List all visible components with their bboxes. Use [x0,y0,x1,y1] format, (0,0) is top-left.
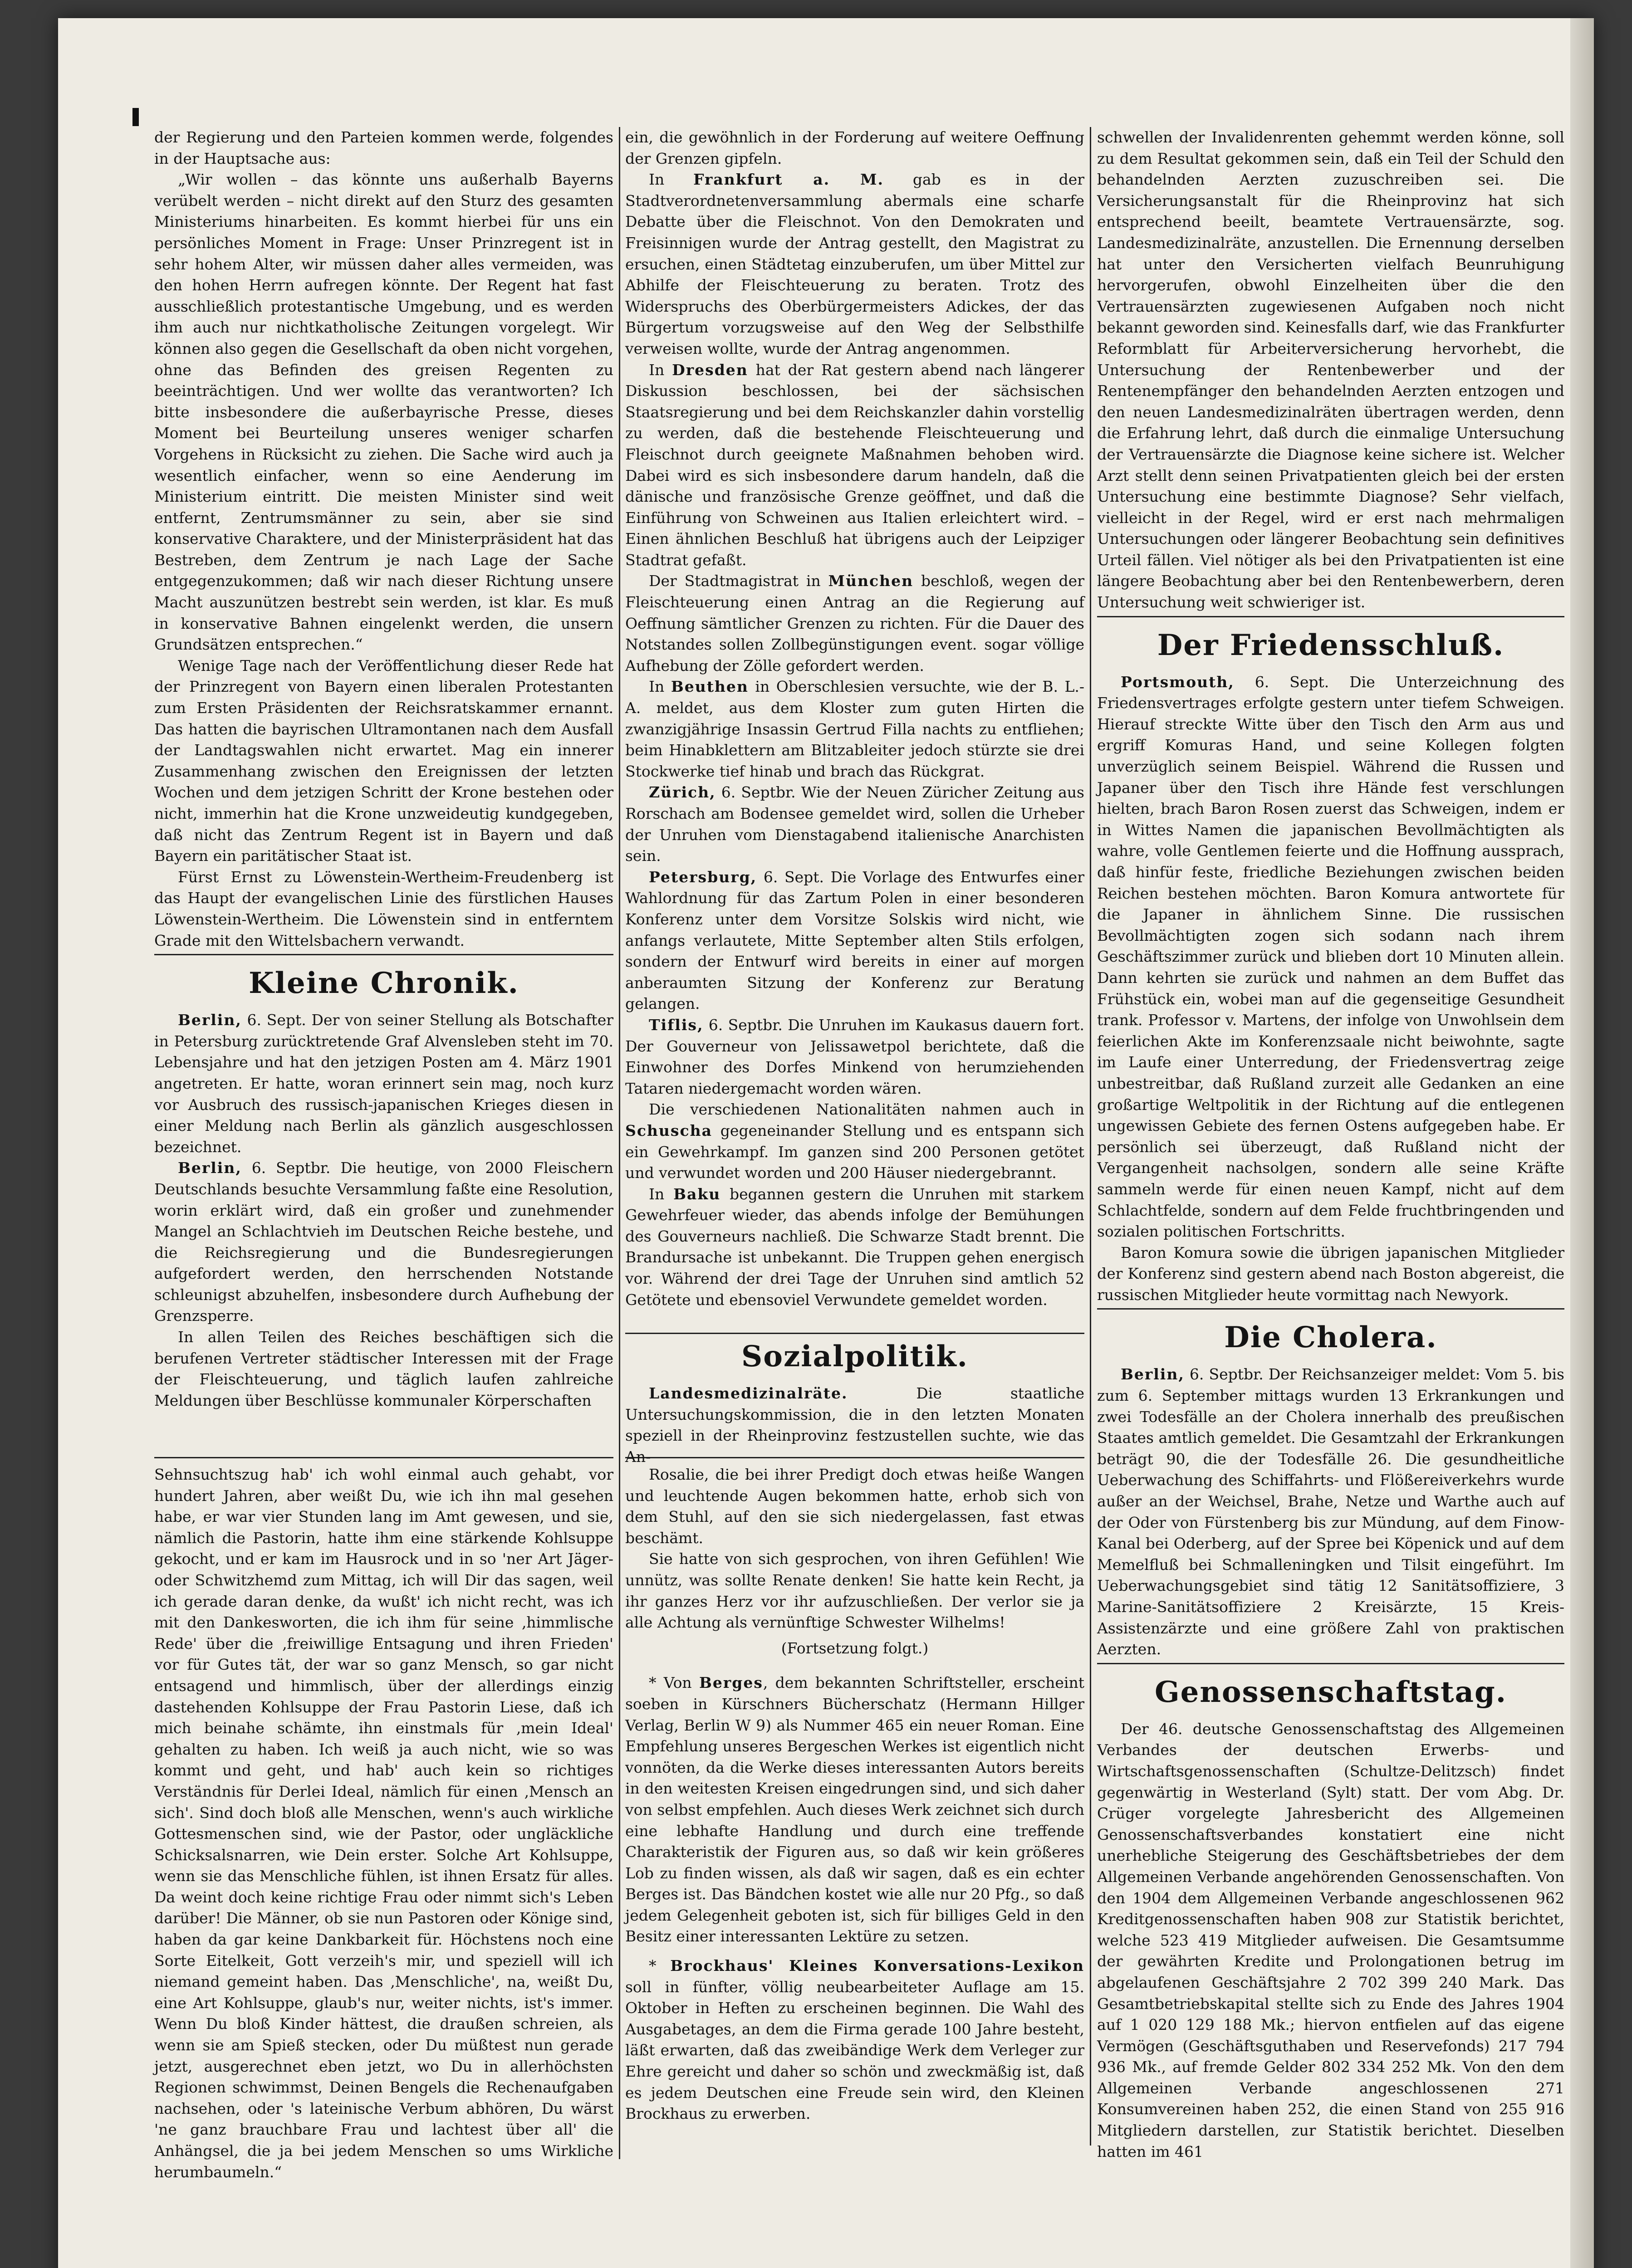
news-item [625,360,1084,571]
spacer [625,1947,1084,1955]
book-notice [625,1672,1084,1947]
corner-mark [132,108,139,126]
news-item [625,169,1084,359]
dateline-place: Portsmouth, [1121,673,1235,691]
section-title-cholera: Die Cholera. [1224,1320,1437,1355]
news-text: In [649,171,694,189]
book-notice [625,1955,1084,2125]
section-divider [1097,1663,1564,1664]
dateline-place: Petersburg, [649,868,757,886]
section-divider [1097,1308,1564,1310]
news-item [625,1383,1084,1467]
news-text: gab es in der Stadtverordnetenversammlung abermals eine scharfe Debatte über die Fleischnot. Von den Demokraten und Freisinnigen wurde der Antrag gestellt, den Magistrat zu ersuchen, einen Städtetag einzuberufen, um über Mittel zur Abhilfe der Fleischteuerung zu beraten. Trotz des Widerspruchs des Oberbürgermeisters Adickes, der das Bürgertum vorzugsweise auf den Weg der Selbsthilfe verweisen wollte, wurde der Antrag angenommen. [625,171,1085,357]
column-rule-2 [1090,127,1091,2146]
news-item [625,676,1084,782]
dateline-place: Berlin, [1121,1365,1185,1383]
place-name: Schuscha [625,1121,712,1139]
news-item [625,571,1084,676]
place-name: Dresden [672,361,748,379]
column-rule-1 [619,127,620,2159]
news-text: begannen gestern die Unruhen mit starkem Gewehrfeuer wieder, das abends infolge der Bemühungen des Gouverneurs nachließ. Die Schwarze Stadt brennt. Die Brandursache ist unbekannt. Die Truppen gehen energisch vor. Während der drei Tage der Unruhen sind amtlich 52 Getötete und ebensoviel Verwundete gemeldet worden. [625,1185,1084,1309]
news-text: In [649,1185,674,1203]
news-item [625,867,1084,1015]
notice-text: * [649,1957,671,1975]
news-item [625,782,1084,866]
news-text: In [649,678,671,696]
dateline-place: Berlin, [178,1011,242,1029]
section-title-genossenschaftstag: Genossenschaftstag. [1154,1675,1507,1709]
paragraph: ein, die gewöhnlich in der Forderung auf weitere Oeffnung der Grenzen gipfeln. [625,128,1084,167]
feuilleton-rule-left [154,1457,613,1458]
news-text: Die verschiedenen Nationalitäten nahmen auch in [649,1100,1084,1119]
news-item [154,1327,613,1411]
news-item [1097,672,1564,1242]
section-title-sozialpolitik: Sozialpolitik. [741,1339,968,1374]
news-text: In allen Teilen des Reiches beschäftigen sich die berufenen Vertreter städtischer Interessen mit der Frage der Fleischteuerung, und täglich laufen zahlreiche Meldungen über Beschlüsse kommunaler Körperschaften [154,1328,613,1409]
paragraph: schwellen der Invalidenrenten gehemmt werden könne, soll zu dem Resultat gekommen sein, daß ein Teil der Schuld den behandelnden Aerzten zuzuschreiben sei. Die Versicherungsanstalt für die Rheinprovinz hat sich entsprechend beeilt, beamtete Vertrauensärzte, sog. Landesmedizinalräte, anzustellen. Die Ernennung derselben hat unter den Versicherten vielfach Beunruhigung hervorgerufen, obwohl Einzelheiten über die den Vertrauensärzten zugewiesenen Aufgaben noch nicht bekannt geworden sind. Keinesfalls darf, wie das Frankfurter Reformblatt für Arbeiterversicherung hervorhebt, die Untersuchung der Rentenbewerber und der Rentenempfänger den behandelnden Aerzten entzogen und den neuen Landesmedizinalräten übertragen werden, denn die Erfahrung lehrt, daß durch die einmalige Untersuchung der Vertrauensärzte die Diagnose keine sichere ist. Welcher Arzt stellt denn seinen Privatpatienten gleich bei der ersten Untersuchung eine bestimmte Diagnose? Sehr vielfach, vielleicht in der Regel, wird er erst nach mehrmaligen Untersuchungen oder längerer Beobachtung sein definitives Urteil fällen. Viel nötiger als bei den Privatpatienten ist eine längere Beobachtung aber bei den Rentenbewerbern, deren Untersuchung weit schwieriger ist. [1097,128,1564,611]
dateline-place: Zürich, [649,783,716,802]
news-item [1097,1364,1564,1660]
paragraph: „Wir wollen – das könnte uns außerhalb Bayerns verübelt werden – nicht direkt auf den Sturz des gesamten Ministeriums hinarbeiten. Es kommt hierbei für uns ein persönliches Moment in Frage: Unser Prinzregent ist in sehr hohem Alter, wir müssen daher alles vermeiden, was den hohen Herrn aufregen könnte. Der Regent hat fast ausschließlich protestantische Umgebung, und es werden ihm auch nur nichtkatholische Zeitungen vorgelegt. Wir können also gegen die Gesellschaft da oben nicht vorgehen, ohne das Befinden des greisen Regenten zu beeinträchtigen. Und wer wollte das verantworten? Ich bitte insbesondere die außerbayrische Presse, dieses Moment bei Beurteilung unseres weniger scharfen Vorgehens in Rücksicht zu ziehen. Die Sache wird auch ja wesentlich einfacher, wenn so eine Aenderung im Ministerium eintritt. Die meisten Minister sind weit entfernt, Zentrumsmänner zu sein, aber sie sind konservative Charaktere, und der Ministerpräsident hat das Bestreben, dem Zentrum je nach Lage der Sache entgegenzukommen; daß wir nach dieser Richtung unsere Macht auszunützen bestrebt sein werden, ist klar. Es muß in konservative Bahnen eingelenkt werden, die unsern Grundsätzen entsprechen.“ [154,171,613,654]
place-name: Baku [673,1185,721,1203]
notice-text: soll in fünfter, völlig neubearbeiteter Auflage am 15. Oktober in Heften zu erscheinen beginnen. Die Wahl des Ausgabetages, an dem die Firma gerade 100 Jahre besteht, läßt erwarten, daß das zweibändige Werk dem Verleger zur Ehre gereicht und daher so schön und zweckmäßig ist, daß es jedem Deutschen eine Freude sein wird, den Kleinen Brockhaus zu erwerben. [625,1978,1084,2123]
section-divider [154,954,613,955]
news-text: 6. Sept. Die Unterzeichnung des Friedensvertrages erfolgte gestern unter tiefem Schweigen. Hierauf streckte Witte über den Tisch den Arm aus und ergriff Komuras Hand, und seine Kollegen folgten unverzüglich seinem Beispiel. Während die Russen und Japaner über den Tisch ihre Hände fest verschlungen hielten, brach Baron Rosen zuerst das Schweigen, indem er in Wittes Namen die japanischen Bevollmächtigten als wahre, volle Gentlemen feierte und die Hoffnung aussprach, daß hinfür feste, friedliche Beziehungen zwischen beiden Reichen bestehen möchten. Baron Komura antwortete für die Japaner in ähnlichem Sinne. Die russischen Bevollmächtigten zogen sich sodann nach ihrem Geschäftszimmer zurück und blieben dort 10 Minuten allein. Dann kehrten sie zurück und nahmen an dem Buffet das Frühstück ein, wobei man auf die gegenseitige Gesundheit trank. Professor v. Martens, der infolge von Unwohlsein dem feierlichen Akte im Konferenzsaale nicht beiwohnte, sagte im Laufe einer Unterredung, der Friedensvertrag zeige unbestreitbar, daß Rußland zurzeit alle Gedanken an eine großartige Weltpolitik in der Richtung auf die entlegenen ungewissen Gebiete des fernen Ostens aufgegeben habe. Er persönlich sei überzeugt, daß Rußland nicht der Vergangenheit nachsolgen, sondern alle seine Kräfte sammeln werde für einen neuen Kampf, nicht auf dem Schlachtfelde, sondern auf dem Felde fruchtbringenden und sozialen politischen Fortschritts. [1097,673,1564,1241]
news-text: gegeneinander Stellung und es entspann sich ein Gewehrkampf. Im ganzen sind 200 Personen getötet und verwundet worden und 200 Häuser niedergebrannt. [625,1121,1084,1182]
feuilleton-middle [625,1464,1084,2167]
news-item [1097,1242,1564,1306]
feuilleton-paragraph: Rosalie, die bei ihrer Predigt doch etwas heiße Wangen und leuchtende Augen bekommen hatte, erhob sich von dem Stuhl, auf den sie sich niedergelassen, fast etwas beschämt. [625,1466,1084,1547]
dateline-place: Berlin, [178,1159,242,1177]
notice-text: * Von [649,1674,699,1692]
dateline-place: Tiflis, [649,1016,704,1034]
news-item [625,1015,1084,1099]
dateline-place: Landesmedizinalräte. [649,1384,848,1403]
notice-title: Brockhaus' Kleines Konversations-Lexikon [670,1957,1085,1975]
news-text: 6. Septbr. Wie der Neuen Züricher Zeitung aus Rorschach am Bodensee gemeldet wird, sollen die Urheber der Unruhen vom Dienstagabend italienische Anarchisten sein. [625,783,1084,865]
paragraph: Wenige Tage nach der Veröffentlichung dieser Rede hat der Prinzregent von Bayern einen liberalen Protestanten zum Ersten Präsidenten der Reichsratskammer ernannt. Das hatten die bayrischen Ultramontanen nach dem Ausfall der Landtagswahlen nicht erwartet. Mag ein innerer Zusammenhang zwischen den Ereignissen der letzten Wochen und dem jetzigen Schritt der Krone bestehen oder nicht, immerhin hat die Krone unzweideutig kundgegeben, daß nicht das Zentrum Regent ist in Bayern und daß Bayern ein paritätischer Staat ist. [154,656,613,865]
paragraph: der Regierung und den Parteien kommen werde, folgendes in der Hauptsache aus: [154,128,613,167]
paragraph: Fürst Ernst zu Löwenstein-Wertheim-Freudenberg ist das Haupt der evangelischen Linie des fürstlichen Hauses Löwenstein-Wertheim. Die Löwenstein sind in entferntem Grade mit den Wittelsbachern verwandt. [154,868,613,949]
column-right [1097,127,1564,2160]
place-name: Frankfurt a. M. [693,171,884,189]
news-text: hat der Rat gestern abend nach längerer Diskussion beschlossen, bei der sächsischen Staatsregierung und bei dem Reichskanzler dahin vorstellig zu werden, daß die bestehende Fleischteuerung und Fleischnot durch geeignete Maßnahmen behoben wird. Dabei wird es sich insbesondere darum handeln, daß die dänische und französische Grenze geöffnet, und daß die Einführung von Schweinen aus Italien erleichtert wird. – Einen ähnlichen Beschluß hat übrigens auch der Leipziger Stadtrat gefaßt. [625,361,1084,569]
news-item [625,1184,1084,1311]
news-item [625,1099,1084,1183]
page-binding-shadow [1570,18,1594,2268]
place-name: Beuthen [671,678,749,696]
news-item [154,1158,613,1327]
news-text: 6. Septbr. Die heutige, von 2000 Fleischern Deutschlands besuchte Versammlung faßte eine Resolution, worin erklärt wird, daß ein großer und zunehmender Mangel an Schlachtvieh im Deutschen Reiche bestehe, und die Reichsregierung und die Bundesregierungen aufgefordert werden, den herrschenden Notstande schleunigst abzuhelfen, insbesondere durch Aufhebung der Grenzsperre. [154,1159,613,1325]
news-item [154,1010,613,1158]
column-left [154,127,613,1447]
news-text: 6. Septbr. Der Reichsanzeiger meldet: Vom 5. bis zum 6. September mittags wurden 13 Erkrankungen und zwei Todesfälle an der Cholera innerhalb des preußischen Staates amtlich gemeldet. Die Gesamtzahl der Erkrankungen beträgt 90, die der Todesfälle 26. Die gesundheitliche Ueberwachung des Schiffahrts- und Flößereiverkehrs wurde außer an der Weichsel, Brahe, Netze und Warthe auch auf der Oder von Fürstenberg bis zur Mündung, auf dem Finow-Kanal bei Oderberg, auf der Spree bei Köpenick und auf dem Memelfluß bei Schmalleningken und Tilsit eingeführt. Im Ueberwachungsgebiet sind tätig 12 Sanitätsoffiziere, 3 Marine-Sanitätsoffiziere 2 Kreisärzte, 15 Kreis-Assistenzärzte und eine größere Zahl von praktischen Aerzten. [1097,1365,1564,1658]
section-title-kleine-chronik: Kleine Chronik. [249,966,519,1001]
news-text: Baron Komura sowie die übrigen japanischen Mitglieder der Konferenz sind gestern abend nach Boston abgereist, die russischen Mitglieder heute vormittag nach Newyork. [1097,1243,1564,1304]
feuilleton-paragraph: Sie hatte von sich gesprochen, von ihren Gefühlen! Wie unnütz, was sollte Renate denken! Sie hatte kein Recht, ja ihr ganzes Herz vor ihr aufzuschließen. Der verlor sie ja alle Achtung als vernünftige Schwester Wilhelms! [625,1550,1084,1632]
place-name: München [828,572,914,590]
news-text: Die staatliche Untersuchungskommission, die in den letzten Monaten speziell in der Rheinprovinz festzustellen suchte, wie das An- [625,1384,1084,1466]
notice-author: Berges [699,1674,763,1692]
news-text: 6. Sept. Der von seiner Stellung als Botschafter in Petersburg zurücktretende Graf Alvensleben steht im 70. Lebensjahre und hat den jetzigen Posten am 4. März 1901 angetreten. Er hatte, woran erinnert sein mag, noch kurz vor Ausbruch des russisch-japanischen Krieges diesen in einer Meldung nach Berlin als gänzlich ausgeschlossen bezeichnet. [154,1011,613,1156]
spacer [625,1310,1084,1329]
continuation-note: (Fortsetzung folgt.) [781,1639,929,1657]
paragraph: Der 46. deutsche Genossenschaftstag des Allgemeinen Verbandes der deutschen Erwerbs- und Wirtschaftsgenossenschaften (Schultze-Delitzsch) findet gegenwärtig in Westerland (Sylt) statt. Der vom Abg. Dr. Crüger vorgelegte Jahresbericht des Allgemeinen Genossenschaftsverbandes konstatiert eine nicht unerhebliche Steigerung des Geschäftsbetriebes der dem Allgemeinen Verbande angehörenden Genossenschaften. Von den 1904 dem Allgemeinen Verbande angeschlossenen 962 Kreditgenossenschaften haben 908 zur Statistik berichtet, welche 523 419 Mitglieder aufweisen. Die Gesamtsumme der gewährten Kredite und Prolongationen betrug im abgelaufenen Geschäftsjahre 2 702 399 240 Mark. Das Gesamtbetriebskapital stellte sich zu Ende des Jahres 1904 auf 1 020 129 188 Mk.; hiervon entfielen auf das eigene Vermögen (Geschäftsguthaben und Reservefonds) 217 794 936 Mk., auf fremde Gelder 802 334 252 Mk. Von den dem Allgemeinen Verbande angeschlossenen 271 Konsumvereinen haben 252, die einen Stand von 255 916 Mitgliedern darstellen, zur Statistik berichtet. Dieselben hatten im 461 [1097,1720,1564,2160]
news-text: 6. Sept. Die Vorlage des Entwurfes einer Wahlordnung für das Zartum Polen in einer besonderen Konferenz unter dem Vorsitze Solskis wird nicht, wie anfangs verlautete, Mitte September alten Stils erfolgen, sondern der Entwurf wird bereits in einer auf morgen anberaumten Sitzung der Konferenz zur Beratung gelangen. [625,868,1084,1013]
news-text: Der Stadtmagistrat in [649,572,828,590]
news-text: In [649,361,672,379]
news-text: 6. Septbr. Die Unruhen im Kaukasus dauern fort. Der Gouverneur von Jelissawetpol berichtete, daß die Einwohner des Dorfes Minkend von herumziehenden Tataren niedergemacht worden wären. [625,1016,1084,1097]
news-text: in Oberschlesien versuchte, wie der B. L.-A. meldet, aus dem Kloster zum guten Hirten die zwanzigjährige Insassin Gertrud Filla nachts zu entfliehen; beim Hinabklettern am Blitzableiter jedoch stürzte sie drei Stockwerke tief hinab und brach das Rückgrat. [625,678,1085,780]
section-divider [1097,616,1564,617]
feuilleton-paragraph: Sehnsuchtszug hab' ich wohl einmal auch gehabt, vor hundert Jahren, aber weißt Du, wie ich ihn mal gesehen habe, er war vier Stunden lang im Amt gewesen, und sie, nämlich die Pastorin, hatte ihm eine stärkende Kohlsuppe gekocht, und er kam im Hausrock und in so 'ner Art Jäger- oder Schwitzhemd zum Mittag, ich will Dir das sagen, weil ich gerade daran denke, da wußt' ich nicht recht, was ich mit den Dankesworten, die ich ihm für seine ‚himmlische Rede' über die ‚freiwillige Entsagung und ihren Frieden' vor für Gutes tät, der war so ganz Mensch, so gar nicht entsagend und himmlisch, über der allerdings einzig dastehenden Kohlsuppe der Frau Pastorin Liese, daß ich mich beinahe schämte, ihn einstmals für ‚mein Ideal' gehalten zu haben. Ich weiß ja auch nicht, wie so was kommt und geht, und hab' auch kein so richtiges Verständnis für Derlei Ideal, nämlich für einen ‚Mensch an sich'. Sind doch bloß alle Menschen, wenn's auch wirkliche Gottesmenschen sind, wie der Pastor, oder ungläckliche Schicksalsnarren, wie Dein erster. Solche Art Kohlsuppe, wenn sie das Menschliche fühlen, ist ihnen Ersatz für alles. Da weint doch keine richtige Frau oder nimmt sich's Leben darüber! Die Männer, ob sie nun Pastoren oder Könige sind, haben da gar keine Dankbarkeit für. Höchstens noch eine Sorte Eitelkeit, Gott verzeih's mir, und speziell will ich niemand gemeint haben. Das ‚Menschliche', na, weißt Du, eine Art Kohlsuppe, glaub's nur, weiter nichts, ist's immer. Wenn Du bloß Kinder hättest, die draußen schreien, als wenn sie am Spieß stecken, oder Du müßtest nun gerade jetzt, ausgerechnet eben jetzt, wo Du in allerhöchsten Regionen schwimmst, Deinen Bengels die Rechenaufgaben nachsehen, oder 's lateinische Verbum abhören, Du wärst 'ne ganz brauchbare Frau und lachtest über all' die Anhängsel, die ja bei jedem Menschen so ums Wirkliche herumbaumeln.“ [154,1466,613,2181]
notice-text: , dem bekannten Schriftsteller, erscheint soeben in Kürschners Bücherschatz (Hermann Hillger Verlag, Berlin W 9) als Nummer 465 ein neuer Roman. Eine Empfehlung unseres Bergeschen Werkes ist eigentlich nicht vonnöten, da die Werke dieses interessanten Autors bereits in den weitesten Kreisen eingedrungen sind, und sich daher von selbst empfehlen. Auch dieses Werk zeichnet sich durch eine lebhafte Handlung und durch eine treffende Charakteristik der Figuren aus, so daß wir kein größeres Lob zu finden wissen, als daß wir sagen, daß es ein echter Berges ist. Das Bändchen kostet wie alle nur 20 Pfg., so daß jedem Gelegenheit geboten ist, sich für billiges Geld in den Besitz einer interessanten Lektüre zu setzen. [625,1674,1085,1945]
feuilleton-left [154,1464,613,2181]
news-text: beschloß, wegen der Fleischteuerung einen Antrag an die Regierung auf Oeffnung sämtlicher Grenzen zu richten. Für die Dauer des Notstandes sollen Zollbegünstigungen event. sogar völlige Aufhebung der Zölle gefordert werden. [625,572,1084,675]
column-middle [625,127,1085,1466]
section-title-friedensschluss: Der Friedensschluß. [1157,628,1505,662]
